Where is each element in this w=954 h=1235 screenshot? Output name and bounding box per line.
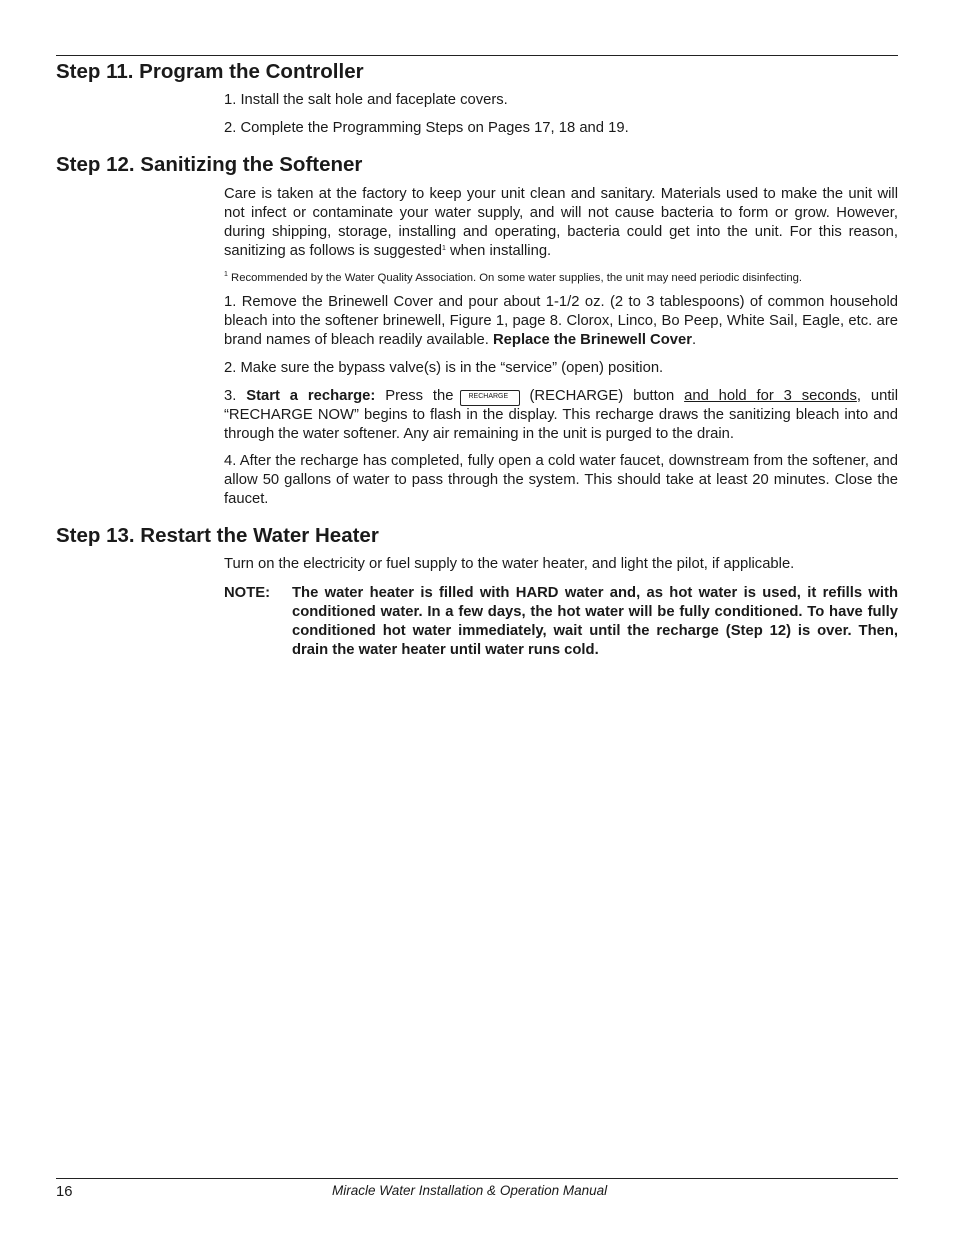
step12-item-3-bold: Start a recharge: <box>246 388 376 404</box>
step12-item-3-mid: (RECHARGE) button <box>529 388 685 404</box>
page-number: 16 <box>56 1184 73 1200</box>
footnote <box>224 271 898 285</box>
step12-item-2: 2. Make sure the bypass valve(s) is in the “service” (open) position. <box>224 360 664 376</box>
step12-item-4: 4. After the recharge has completed, fully open a cold water faucet, downstream from the softener, and allow 50 gallons of water to pass through the system. This should take at least 20 minutes. Close the faucet. <box>224 453 898 507</box>
footnote-ref: 1 <box>441 245 446 252</box>
step12-intro-end: when installing. <box>445 243 552 259</box>
step11-item-1: 1. Install the salt hole and faceplate covers. <box>224 92 508 108</box>
note-text: The water heater is filled with HARD water and, as hot water is used, it refills with conditioned water. In a few days, the hot water will be fully conditioned. To have fully conditioned hot water immediately, wait until the recharge (Step 12) is over. Then, drain the water heater until water runs cold. <box>292 585 898 658</box>
header-rule <box>56 55 898 56</box>
footnote-text: Recommended by the Water Quality Association. On some water supplies, the unit may need periodic disinfecting. <box>227 272 803 284</box>
step12-heading: Step 12. Sanitizing the Softener <box>56 153 363 176</box>
footer-title: Miracle Water Installation & Operation Manual <box>332 1183 608 1198</box>
step12-item-1 <box>224 293 898 350</box>
step13-heading: Step 13. Restart the Water Heater <box>56 524 379 547</box>
note-label: NOTE: <box>224 585 271 601</box>
step12-item-1-text: 1. Remove the Brinewell Cover and pour about 1-1/2 oz. (2 to 3 tablespoons) of common household bleach into the softener brinewell, Figure 1, page 8. Clorox, Linco, Bo Peep, White Sail, Eagle, etc. are brand names of bleach readily available. <box>224 294 898 348</box>
step12-item-3-press: Press the <box>375 388 454 404</box>
step13-text: Turn on the electricity or fuel supply to the water heater, and light the pilot, if applicable. <box>224 556 795 572</box>
recharge-button-icon: RECHARGE <box>460 390 520 406</box>
step12-item-3-num: 3. <box>224 388 247 404</box>
footer-rule <box>56 1178 898 1179</box>
step12-item-3-underline: and hold for 3 seconds <box>684 388 857 404</box>
step12-item-3-end: , until “RECHARGE NOW” begins to flash in the display. This recharge draws the sanitizing bleach into and through the water softener. Any air remaining in the unit is purged to the drain. <box>224 388 899 442</box>
footnote-marker: 1 <box>224 271 228 278</box>
step12-intro <box>224 185 898 261</box>
step12-item-1-end: . <box>692 332 697 348</box>
step12-item-3 <box>224 387 898 444</box>
step11-heading: Step 11. Program the Controller <box>56 60 364 83</box>
step12-intro-main: Care is taken at the factory to keep your unit clean and sanitary. Materials used to make the unit will not infect or contaminate your water supply, and will not cause bacteria to form or grow. However, during shipping, storage, installing and operating, bacteria could get into the unit. For this reason, sanitizing as follows is suggested <box>224 186 898 259</box>
step12-item-1-bold: Replace the Brinewell Cover <box>492 332 692 348</box>
step11-item-2: 2. Complete the Programming Steps on Pages 17, 18 and 19. <box>224 120 629 136</box>
